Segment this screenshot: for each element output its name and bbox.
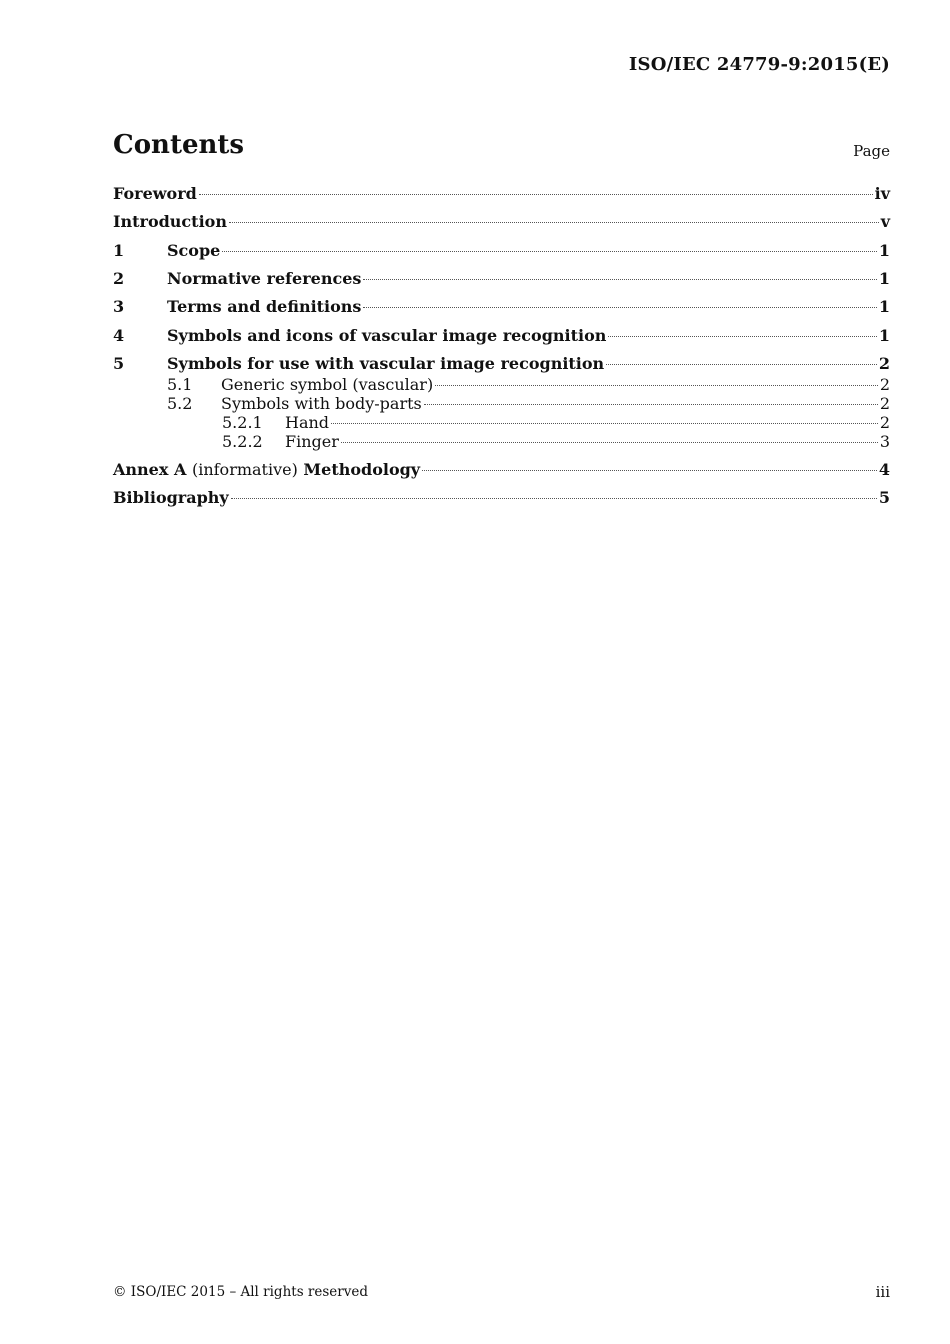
toc-entry-introduction[interactable] bbox=[113, 212, 890, 231]
toc-entry-title: Scope bbox=[167, 241, 221, 260]
toc-entry-foreword[interactable] bbox=[113, 184, 890, 203]
toc-entry-title: Terms and definitions bbox=[167, 297, 362, 316]
toc-entry-number: 5.2.2 bbox=[222, 432, 263, 451]
toc-entry-page: 4 bbox=[878, 460, 890, 479]
toc-entry-title: Bibliography bbox=[113, 488, 229, 507]
toc-entry-normative-references[interactable] bbox=[113, 269, 890, 288]
page-column-label: Page bbox=[853, 142, 890, 160]
toc-entry-page: 1 bbox=[878, 241, 890, 260]
toc-entry-bibliography[interactable] bbox=[113, 488, 890, 507]
dot-leader bbox=[424, 404, 878, 405]
toc-entry-title: Introduction bbox=[113, 212, 227, 231]
toc-entry-annex-a[interactable] bbox=[113, 460, 890, 479]
footer-copyright: © ISO/IEC 2015 – All rights reserved bbox=[113, 1284, 368, 1300]
toc-entry-page: 1 bbox=[878, 269, 890, 288]
dot-leader bbox=[231, 498, 877, 499]
dot-leader bbox=[608, 336, 876, 337]
annex-label: Annex A bbox=[113, 460, 187, 479]
dot-leader bbox=[363, 307, 876, 308]
toc-entry-title: Foreword bbox=[113, 184, 197, 203]
toc-entry-page: 2 bbox=[879, 375, 890, 394]
toc-entry-title: Hand bbox=[285, 413, 330, 432]
toc-entry-number: 4 bbox=[113, 326, 125, 345]
toc-entry-symbols-with-body-parts[interactable] bbox=[113, 394, 890, 413]
footer-page-number: iii bbox=[875, 1283, 890, 1301]
toc-entry-number: 1 bbox=[113, 241, 125, 260]
annex-type: (informative) bbox=[191, 460, 298, 479]
toc-entry-symbols-and-icons[interactable] bbox=[113, 326, 890, 345]
dot-leader bbox=[363, 279, 876, 280]
toc-entry-title: Finger bbox=[285, 432, 339, 451]
dot-leader bbox=[222, 251, 877, 252]
toc-entry-title: Symbols and icons of vascular image recognition bbox=[167, 326, 607, 345]
dot-leader bbox=[435, 385, 878, 386]
toc-entry-title: Normative references bbox=[167, 269, 362, 288]
toc-entry-page: iv bbox=[874, 184, 890, 203]
toc-entry-symbols-for-use[interactable] bbox=[113, 354, 890, 373]
contents-heading: Contents bbox=[113, 130, 245, 160]
document-id: ISO/IEC 24779-9:2015(E) bbox=[628, 54, 890, 75]
dot-leader bbox=[606, 364, 877, 365]
toc-entry-generic-symbol[interactable] bbox=[113, 375, 890, 394]
toc-entry-title bbox=[113, 460, 420, 479]
toc-entry-finger[interactable] bbox=[113, 432, 890, 451]
dot-leader bbox=[199, 194, 873, 195]
dot-leader bbox=[341, 442, 878, 443]
toc-entry-scope[interactable] bbox=[113, 241, 890, 260]
toc-entry-number: 2 bbox=[113, 269, 125, 288]
toc-entry-hand[interactable] bbox=[113, 413, 890, 432]
toc-entry-title: Symbols for use with vascular image recognition bbox=[167, 354, 605, 373]
toc-entry-page: 2 bbox=[879, 394, 890, 413]
toc-entry-number: 5.2 bbox=[167, 394, 193, 413]
annex-title: Methodology bbox=[303, 460, 421, 479]
dot-leader bbox=[229, 222, 879, 223]
toc-entry-page: 1 bbox=[878, 297, 890, 316]
toc-entry-page: 2 bbox=[879, 413, 890, 432]
toc-entry-page: 5 bbox=[878, 488, 890, 507]
toc-entry-number: 5.1 bbox=[167, 375, 193, 394]
dot-leader bbox=[422, 470, 877, 471]
toc-entry-page: 2 bbox=[878, 354, 890, 373]
toc-entry-terms-and-definitions[interactable] bbox=[113, 297, 890, 316]
toc-entry-number: 3 bbox=[113, 297, 125, 316]
toc-entry-page: 1 bbox=[878, 326, 890, 345]
toc-entry-number: 5.2.1 bbox=[222, 413, 263, 432]
toc-entry-page: v bbox=[880, 212, 890, 231]
toc-entry-title: Symbols with body-parts bbox=[221, 394, 422, 413]
toc-entry-page: 3 bbox=[879, 432, 890, 451]
dot-leader bbox=[331, 423, 878, 424]
toc-entry-number: 5 bbox=[113, 354, 125, 373]
toc-entry-title: Generic symbol (vascular) bbox=[221, 375, 434, 394]
